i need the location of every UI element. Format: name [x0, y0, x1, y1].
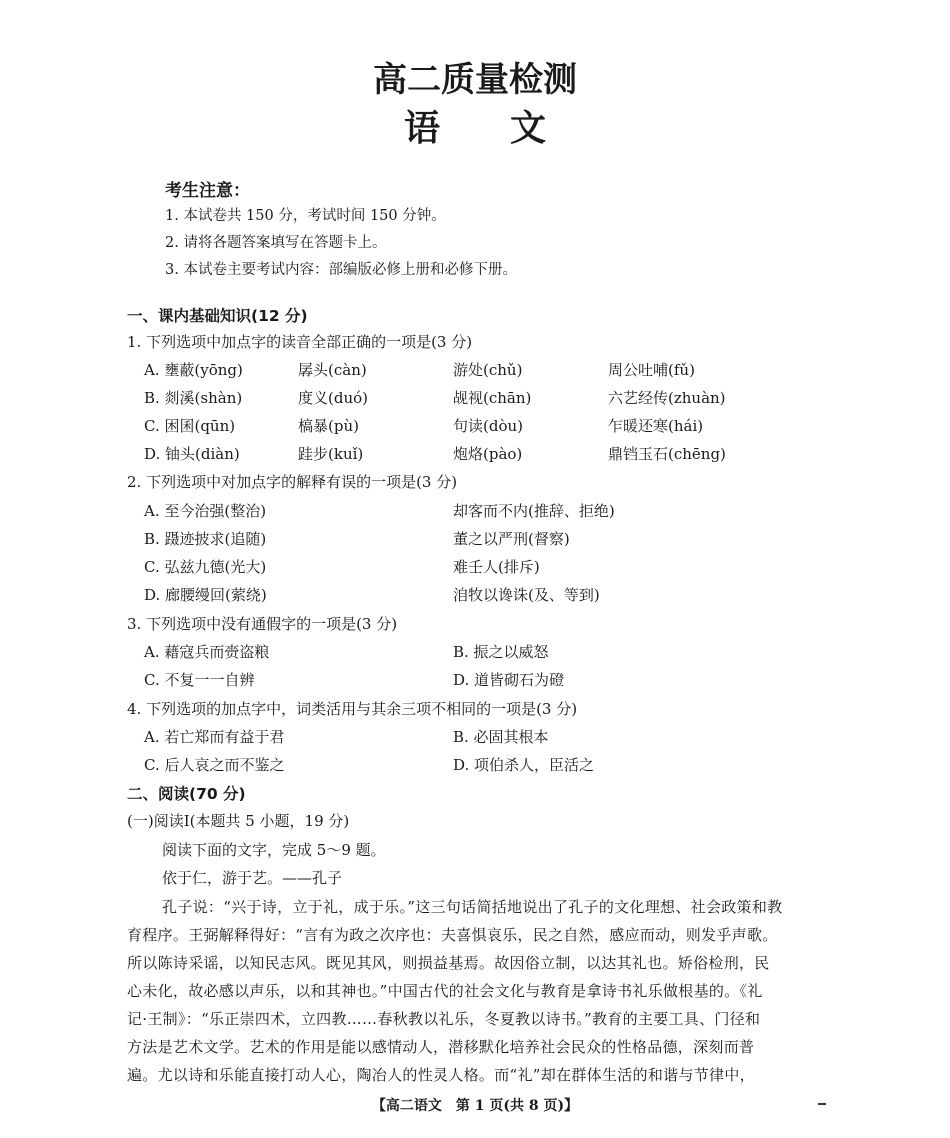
q4-option: B. 必固其根本 [453, 728, 549, 746]
q4-stem: 4. 下列选项的加点字中，词类活用与其余三项不相同的一项是(3 分) [127, 700, 578, 718]
q4-option: C. 后人哀之而不鉴之 [144, 756, 285, 774]
q2-option: D. 廊腰缦回(萦绕) [144, 586, 267, 604]
notice-item: 3. 本试卷主要考试内容：部编版必修上册和必修下册。 [165, 262, 517, 278]
corner-mark [818, 1103, 826, 1105]
q1-option: 鼎铛玉石(chēng) [608, 445, 726, 463]
q2-stem: 2. 下列选项中对加点字的解释有误的一项是(3 分) [127, 473, 458, 491]
page-title: 高二质量检测 [373, 60, 577, 100]
q3-option: A. 藉寇兵而赍盗粮 [144, 643, 270, 661]
q1-option: A. 壅蔽(yōng) [144, 361, 243, 379]
q2-option: 洎牧以谗诛(及、等到) [453, 586, 600, 604]
q4-option: A. 若亡郑而有益于君 [144, 728, 285, 746]
notice-heading: 考生注意： [165, 181, 250, 201]
reading-subheading: (一)阅读Ⅰ(本题共 5 小题，19 分) [127, 812, 350, 830]
q1-option: 孱头(càn) [298, 361, 367, 379]
q2-option: 董之以严刑(督察) [453, 530, 570, 548]
passage-line: 遍。尤以诗和乐能直接打动人心，陶冶人的性灵人格。而“礼”却在群体生活的和谐与节律中， [127, 1066, 755, 1084]
q1-option: 跬步(kuǐ) [298, 445, 364, 463]
q1-option: B. 剡溪(shàn) [144, 389, 243, 407]
q2-option: A. 至今治强(整治) [144, 502, 267, 520]
q3-option: B. 振之以威怒 [453, 643, 549, 661]
section1-heading: 一、课内基础知识(12 分) [127, 307, 308, 325]
section2-heading: 二、阅读(70 分) [127, 785, 246, 803]
passage-line: 孔子说：“兴于诗，立于礼，成于乐。”这三句话简括地说出了孔子的文化理想、社会政策和教 [162, 898, 783, 916]
passage-line: 育程序。王弼解释得好：“言有为政之次序也：夫喜惧哀乐，民之自然，感应而动，则发乎声歌。 [127, 926, 778, 944]
notice-item: 1. 本试卷共 150 分，考试时间 150 分钟。 [165, 208, 446, 224]
reading-instruction: 阅读下面的文字，完成 5～9 题。 [162, 841, 386, 859]
passage-line: 方法是艺术文学。艺术的作用是能以感情动人，潜移默化培养社会民众的性格品德，深刻而普 [127, 1038, 755, 1056]
q1-option: 乍暖还寒(hái) [608, 417, 704, 435]
q1-option: D. 铀头(diàn) [144, 445, 240, 463]
q1-option: 度义(duó) [298, 389, 368, 407]
q2-option: C. 弘兹九德(光大) [144, 558, 267, 576]
q1-stem: 1. 下列选项中加点字的读音全部正确的一项是(3 分) [127, 333, 473, 351]
subject-title: 语文 [403, 108, 616, 149]
q2-option: B. 蹑迹披求(追随) [144, 530, 267, 548]
q1-option: 槁暴(pù) [298, 417, 359, 435]
q3-option: D. 道皆砌石为磴 [453, 671, 565, 689]
q4-option: D. 项伯杀人，臣活之 [453, 756, 595, 774]
q1-option: 句读(dòu) [453, 417, 523, 435]
q1-option: 游处(chǔ) [453, 361, 523, 379]
q1-option: 六艺经传(zhuàn) [608, 389, 726, 407]
q3-option: C. 不复一一自辨 [144, 671, 255, 689]
epigraph: 依于仁，游于艺。——孔子 [162, 869, 343, 887]
q1-option: C. 困囷(qūn) [144, 417, 236, 435]
q2-option: 难壬人(排斥) [453, 558, 540, 576]
page-footer: 【高二语文 第 1 页(共 8 页)】 [371, 1098, 579, 1114]
q1-option: 周公吐哺(fǔ) [608, 361, 695, 379]
passage-line: 记·王制》：“乐正崇四术，立四教……春秋教以礼乐，冬夏教以诗书。”教育的主要工具、门径和 [127, 1010, 761, 1028]
q3-stem: 3. 下列选项中没有通假字的一项是(3 分) [127, 615, 398, 633]
notice-item: 2. 请将各题答案填写在答题卡上。 [165, 235, 387, 251]
q1-option: 觇视(chān) [453, 389, 532, 407]
q2-option: 却客而不内(推辞、拒绝) [453, 502, 615, 520]
passage-line: 心未化，故必感以声乐，以和其神也。”中国古代的社会文化与教育是拿诗书礼乐做根基的。《礼 [127, 982, 763, 1000]
q1-option: 炮烙(pào) [453, 445, 523, 463]
passage-line: 所以陈诗采谣，以知民志风。既见其风，则损益基焉。故因俗立制，以达其礼也。矫俗检刑，民 [127, 954, 770, 972]
